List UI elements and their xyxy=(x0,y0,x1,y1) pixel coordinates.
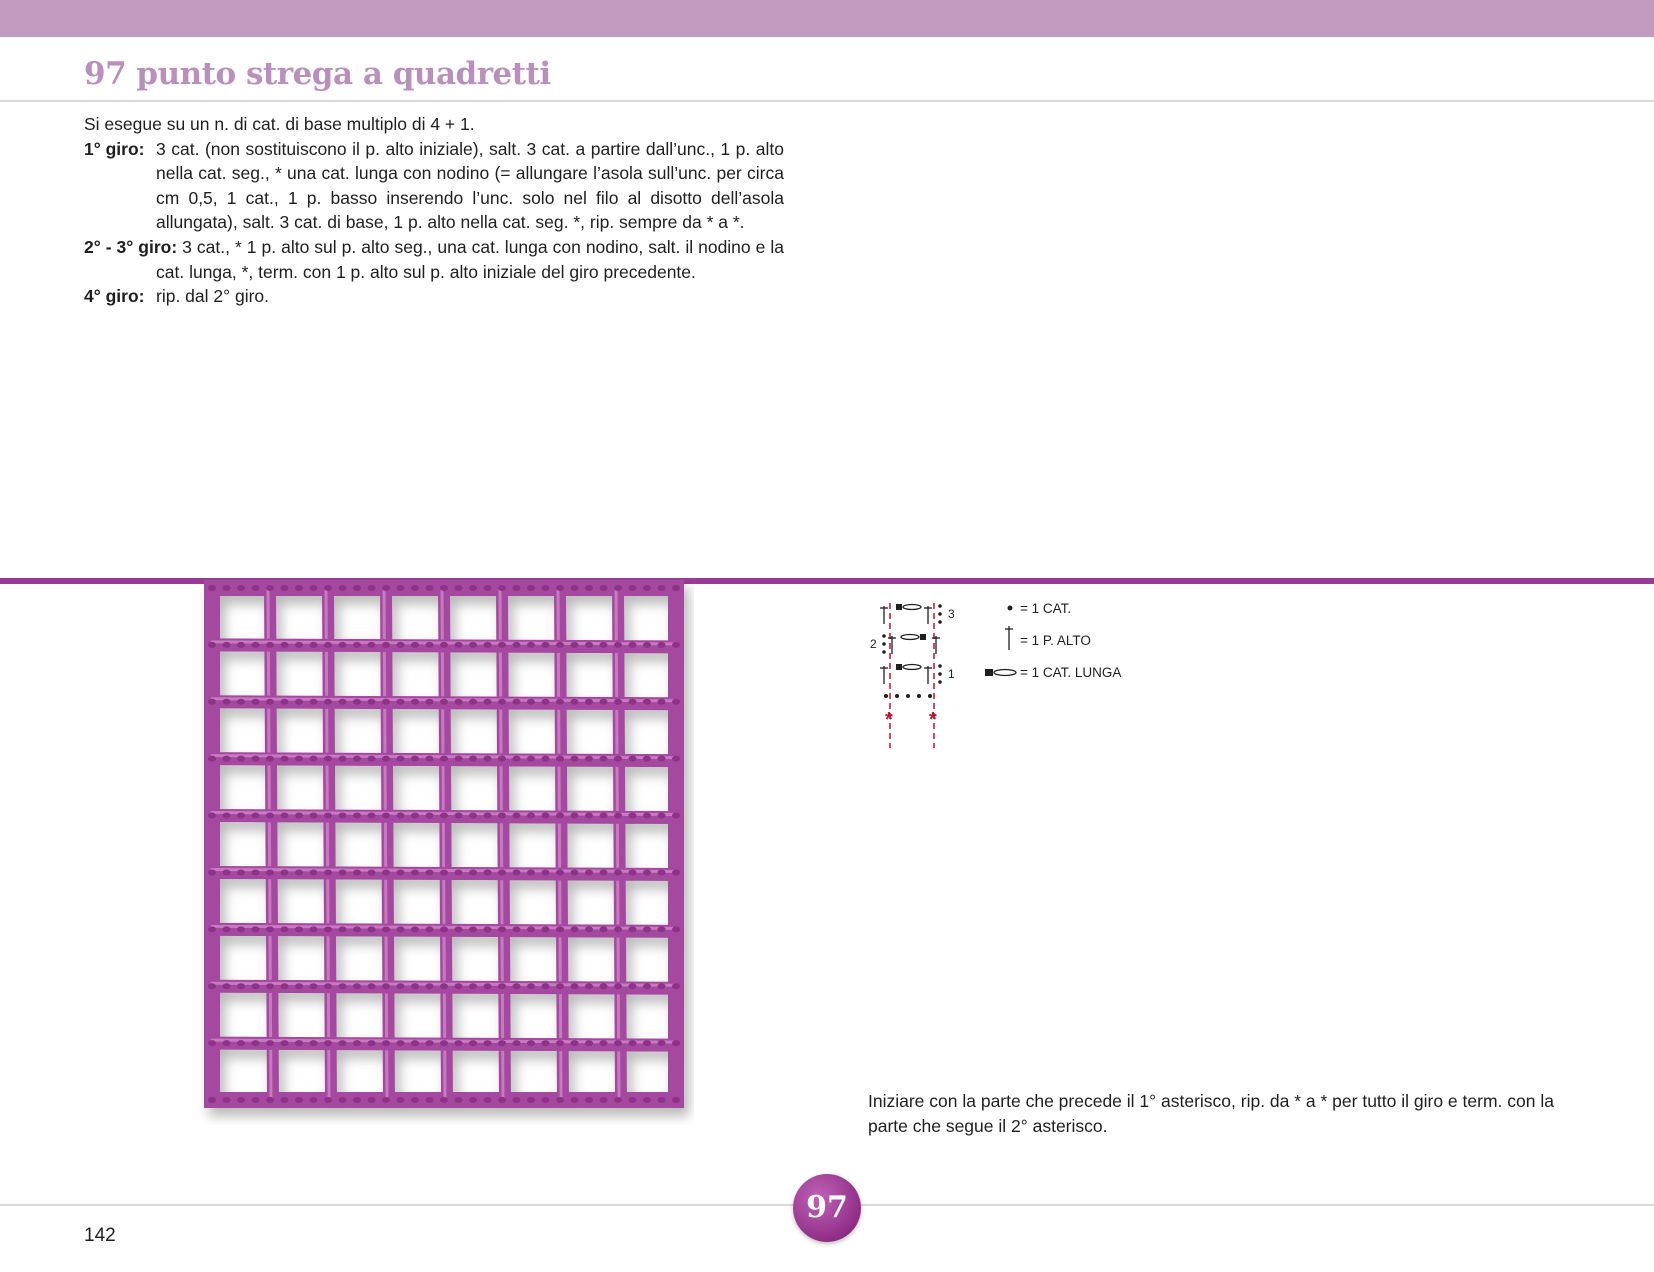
instruction-row-2 xyxy=(84,235,784,284)
yarn-ball-badge-icon xyxy=(793,1174,861,1242)
legend-long-chain-label: = 1 CAT. LUNGA xyxy=(1020,665,1122,678)
instruction-row-text: 3 cat., * 1 p. alto sul p. alto seg., una cat. lunga con nodino, salt. il nodino e la cat. lunga, *, term. con 1 p. alto sul p. alto iniziale del giro precedente. xyxy=(156,236,784,282)
crochet-swatch-photo xyxy=(198,580,694,1125)
repeat-asterisk-left: * xyxy=(885,709,893,731)
double-crochet-icon xyxy=(1005,626,1013,650)
instruction-row-text: rip. dal 2° giro. xyxy=(156,286,270,307)
row-number-1: 1 xyxy=(948,667,955,681)
crochet-chart xyxy=(862,598,972,758)
instruction-row-label: 2° - 3° giro: xyxy=(84,236,178,257)
instructions-intro: Si esegue su un n. di cat. di base multiplo di 4 + 1. xyxy=(84,114,475,134)
instructions xyxy=(84,112,784,309)
long-chain-icon xyxy=(985,669,1016,676)
badge-number: 97 xyxy=(806,1190,848,1225)
chart-legend xyxy=(978,598,1178,678)
instruction-row-label: 4° giro: xyxy=(84,286,145,307)
instruction-row-text: 3 cat. (non sostituiscono il p. alto iniziale), salt. 3 cat. a partire dall’unc., 1 p. alto nella cat. seg., * una cat. lunga con nodino (= allungare l’asola sull’unc. per circa cm 0,5, 1 cat., 1 p. basso inserendo l’unc. solo nel filo al disotto dell’asola allungata), salt. 3 cat. di base, 1 p. alto nella cat. seg. *, rip. sempre da * a *. xyxy=(156,138,784,233)
title-divider xyxy=(0,100,1654,102)
page-number: 142 xyxy=(84,1225,116,1246)
instruction-row-1 xyxy=(84,137,784,235)
instruction-row-3 xyxy=(84,284,784,309)
row-number-3: 3 xyxy=(948,607,955,621)
chart-note: Iniziare con la parte che precede il 1° asterisco, rip. da * a * per tutto il giro e term. con la parte che segue il 2° asterisco. xyxy=(868,1091,1554,1136)
top-color-band xyxy=(0,0,1654,37)
page-title: 97 punto strega a quadretti xyxy=(84,56,551,92)
row-number-2: 2 xyxy=(870,637,877,651)
legend-dc-label: = 1 P. ALTO xyxy=(1020,633,1091,648)
chain-dot-icon xyxy=(1008,606,1013,611)
instruction-row-label: 1° giro: xyxy=(84,138,145,159)
legend-chain-label: = 1 CAT. xyxy=(1020,601,1072,616)
repeat-asterisk-right: * xyxy=(929,709,937,731)
